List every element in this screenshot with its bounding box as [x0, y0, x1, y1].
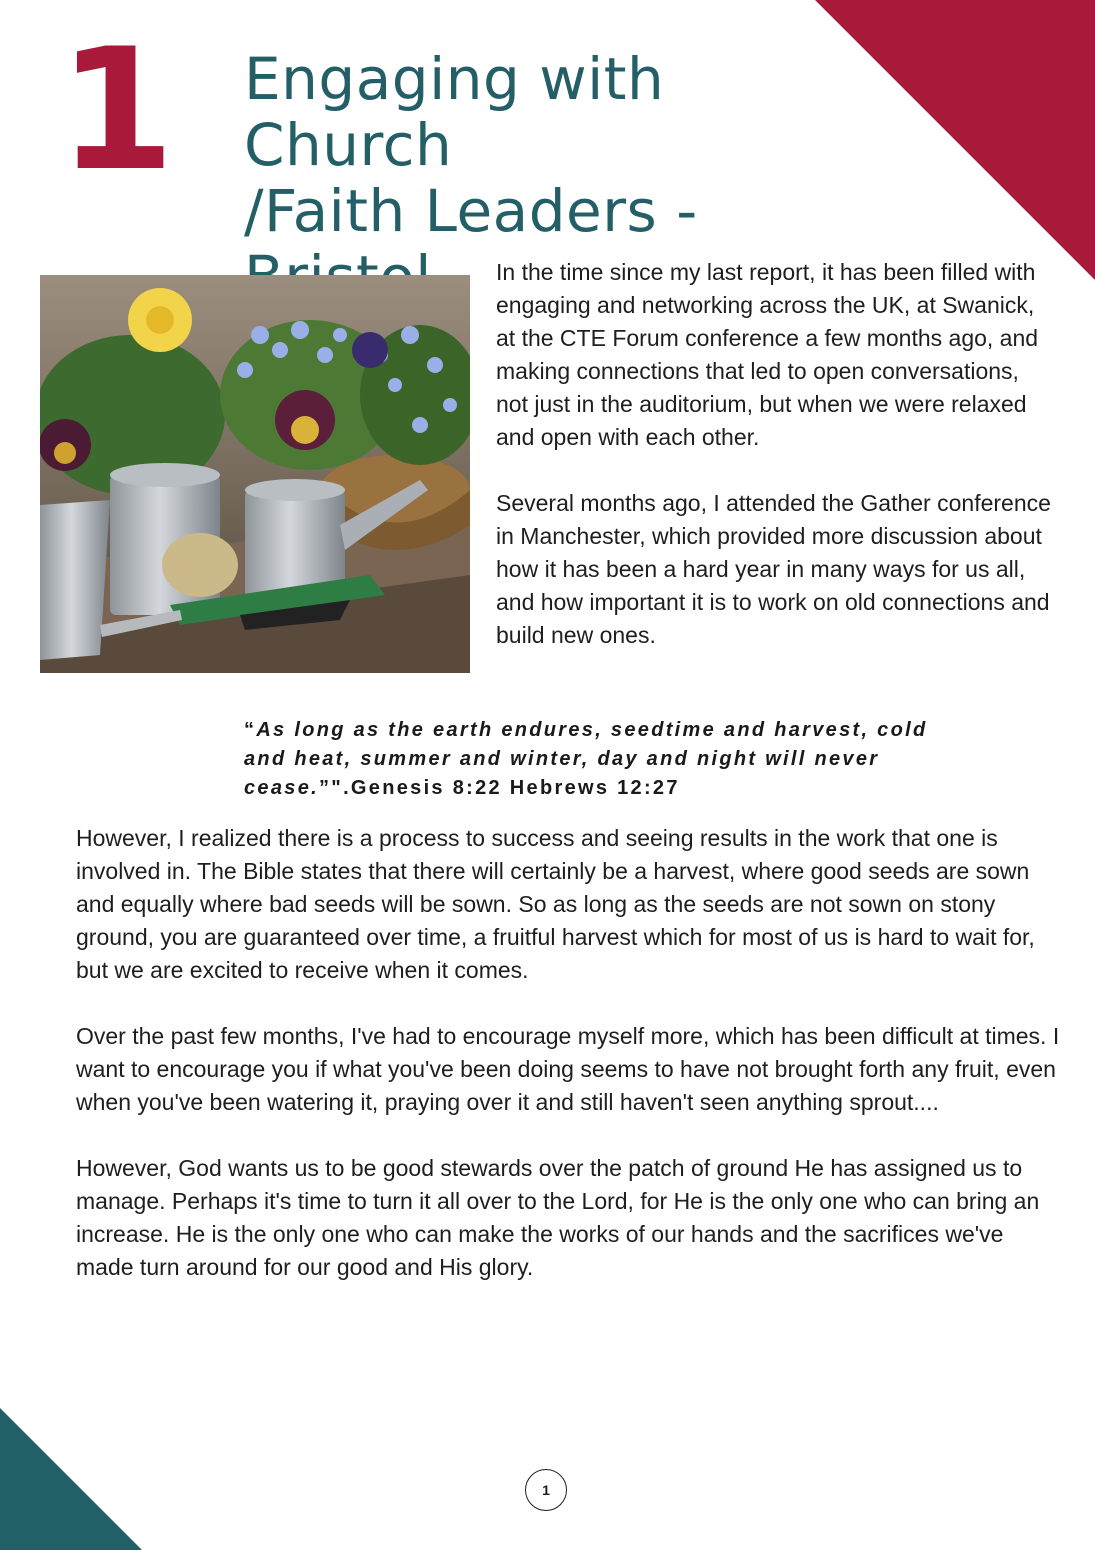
- title-line-1: Engaging with Church: [244, 45, 665, 179]
- body-paragraph-1: However, I realized there is a process to success and seeing results in the work that one is involved in. The Bible states that there will certainly be a harvest, where good seeds are sown and equally where bad seeds will be sown. So as long as the seeds are not sown on stony ground, you are guaranteed over time, a fruitful harvest which for most of us is hard to wait for, but we are excited to receive when it comes.: [76, 825, 1035, 983]
- body-paragraph-3: However, God wants us to be good stewards over the patch of ground He has assigned us to manage. Perhaps it's time to turn it all over to the Lord, for He is the only one who can bring an increase. He is the only one who can make the works of our hands and the sacrifices we've made turn around for our good and His glory.: [76, 1155, 1040, 1280]
- quote-text: As long as the earth endures, seedtime and harvest, cold and heat, summer and winter, day and night will never cease.: [244, 719, 928, 799]
- title-line-2: /Faith Leaders -: [244, 177, 698, 245]
- intro-text: [496, 256, 1056, 685]
- page-number: 1: [525, 1469, 567, 1511]
- intro-paragraph-2: Several months ago, I attended the Gather conference in Manchester, which provided more discussion about how it has been a hard year in many ways for us all, and how important it is to work on old connections and build new ones.: [496, 490, 1051, 648]
- garden-flowers-photo: [40, 275, 470, 673]
- scripture-quote: [244, 716, 934, 803]
- corner-decoration-teal: [0, 1408, 142, 1550]
- quote-open-mark: “: [244, 719, 257, 741]
- quote-close-marks: ”": [318, 777, 344, 799]
- body-text: [76, 822, 1061, 1317]
- corner-decoration-red: [815, 0, 1095, 280]
- intro-paragraph-1: In the time since my last report, it has been filled with engaging and networking across the UK, at Swanick, at the CTE Forum conference a few months ago, and making connections that led to open conversations, not just in the auditorium, but when we were relaxed and open with each other.: [496, 259, 1039, 450]
- body-paragraph-2: Over the past few months, I've had to encourage myself more, which has been difficult at times. I want to encourage you if what you've been doing seems to have not brought forth any fruit, even when you've been watering it, praying over it and still haven't seen anything sprout....: [76, 1023, 1060, 1115]
- chapter-number: 1: [58, 12, 175, 208]
- quote-reference: .Genesis 8:22 Hebrews 12:27: [343, 777, 680, 799]
